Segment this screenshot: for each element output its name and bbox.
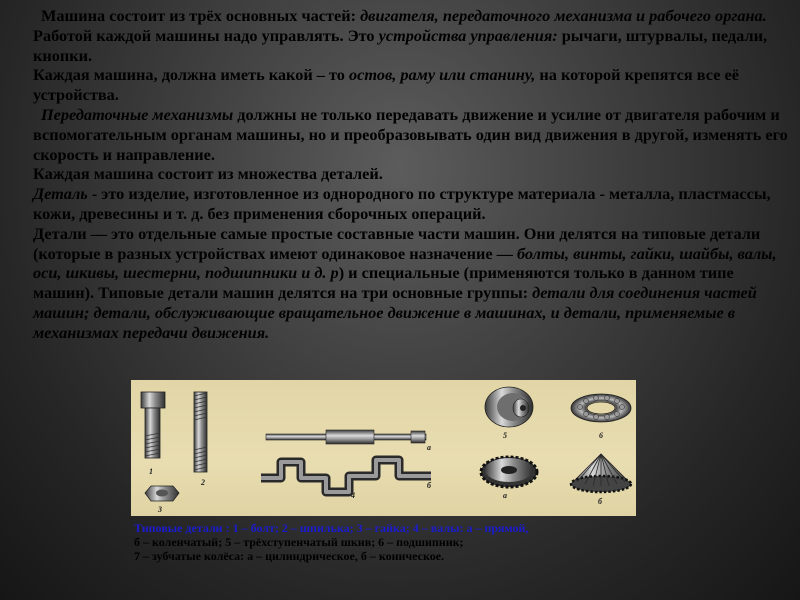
text-segment: Работой каждой машины надо управлять. Это	[33, 25, 379, 45]
paragraph	[33, 105, 797, 164]
text-segment: на которой крепятся все её устройства.	[33, 65, 739, 105]
label-shaft-a: а	[427, 443, 431, 452]
figure-caption	[134, 521, 734, 563]
paragraph	[33, 184, 797, 224]
label-2: 2	[201, 478, 205, 487]
text-segment: Машина состоит из трёх основных частей:	[41, 6, 361, 25]
nut-drawing	[145, 486, 179, 501]
label-gear-b: б	[598, 497, 602, 506]
italic-term: Деталь	[33, 184, 88, 204]
label-3: 3	[158, 505, 162, 514]
label-6: 6	[599, 431, 603, 440]
text-segment: должны не только передавать движение и усилие от двигателя рабочим и вспомогательным органам машины, но и преобразовывать один вид движения в другой, изменять его скорость и направление.	[33, 104, 788, 164]
caption-line-1: Типовые детали : 1 – болт; 2 – шпилька; 3 – гайка; 4 – валы: а – прямой,	[134, 521, 529, 535]
italic-term: детали для соединения частей машин; детали, обслуживающие вращательное движение в машинах, и детали, применяемые в механизмах передачи движения.	[33, 283, 757, 342]
bevel-gear-drawing	[571, 454, 631, 492]
text-segment: - это изделие, изготовленное из однородного по структуре материала - металла, пластмассы, кожи, древесины и т. д. без применения сборочных операций.	[33, 184, 771, 223]
label-4: 4	[351, 491, 355, 500]
caption-line-3: 7 – зубчатые колёса: а – цилиндрическое, б – коническое.	[134, 549, 445, 563]
text-segment: Каждая машина, должна иметь какой – то	[33, 65, 350, 85]
paragraph	[33, 65, 797, 105]
paragraph	[33, 224, 797, 343]
spur-gear-drawing	[481, 457, 537, 487]
stud-drawing	[194, 392, 207, 472]
italic-term: устройства управления:	[378, 25, 558, 45]
bearing-drawing	[571, 394, 631, 422]
bolt-drawing	[141, 392, 165, 458]
label-gear-a: а	[503, 491, 507, 500]
label-1: 1	[149, 467, 153, 476]
crankshaft-drawing	[261, 460, 431, 492]
caption-line-2: б – коленчатый; 5 – трёхступенчатый шкив; 6 – подшипник;	[134, 535, 464, 549]
main-text	[33, 6, 797, 343]
parts-illustration	[131, 380, 636, 516]
italic-term: остов, раму или станину,	[349, 65, 536, 85]
label-5: 5	[503, 431, 507, 440]
text-segment: рычаги, штурвалы, педали, кнопки.	[33, 25, 768, 65]
paragraph	[33, 6, 797, 26]
pulley-drawing	[485, 387, 533, 427]
italic-term: болты, винты, гайки, шайбы, валы, оси, шкивы, шестерни, подшипники и д. р	[33, 243, 777, 283]
text-segment: ) и специальные (применяются только в данном типе машин). Типовые детали машин делятся на три основные группы:	[33, 263, 734, 303]
straight-shaft-drawing	[266, 430, 426, 444]
typical-parts-figure	[131, 380, 636, 516]
text-segment: Детали — это отдельные самые простые составные части машин. Они делятся на типовые детали (которые в разных устройствах имеют одинаковое назначение —	[33, 223, 761, 263]
paragraph	[33, 26, 797, 66]
italic-term: двигателя, передаточного механизма и рабочего органа.	[360, 6, 767, 25]
text-segment: Каждая машина состоит из множества деталей.	[33, 164, 383, 184]
italic-term: Передаточные механизмы	[41, 104, 234, 124]
paragraph	[33, 164, 797, 184]
label-shaft-b: б	[427, 481, 431, 490]
